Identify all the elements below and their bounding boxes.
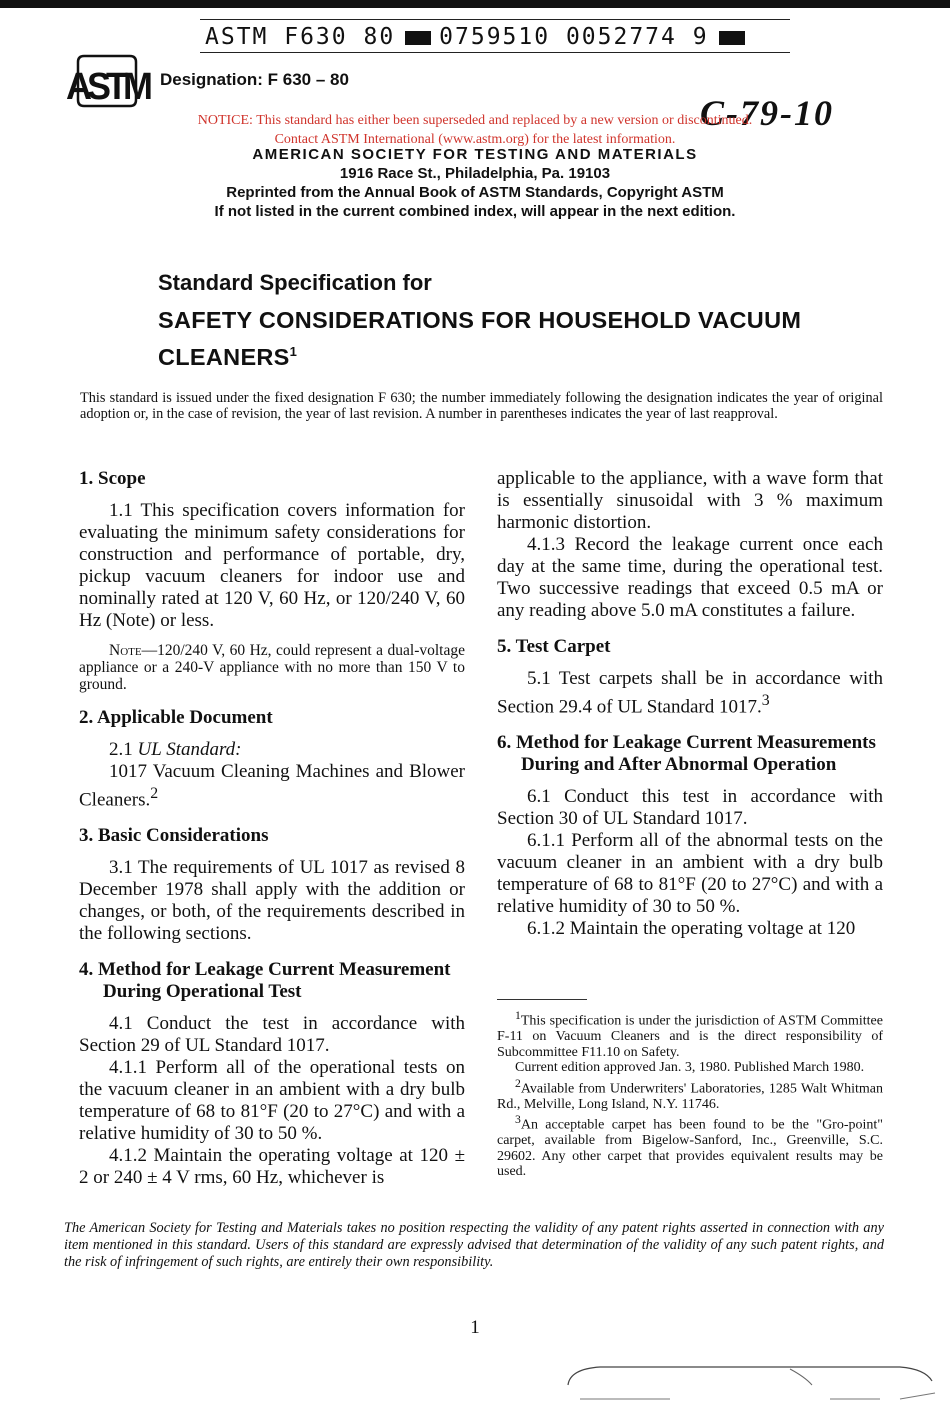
header-rule-top <box>200 19 790 20</box>
section-4-1: 4.1 Conduct the test in accordance with Section 29 of UL Standard 1017. <box>79 1013 465 1057</box>
patent-disclaimer: The American Society for Testing and Materials takes no position respecting the validity of any patent rights asserted in connection with any item mentioned in this standard. Users of this standard are expressly advised that determination of the validity of any such patent rights, and the risk of infringement of such rights, are entirely their own responsibility. <box>64 1220 884 1270</box>
section-4-1-1: 4.1.1 Perform all of the operational tests on the vacuum cleaner in an ambient with a dry bulb temperature of 68 to 81°F (20 to 27°C) and with a relative humidity of 30 to 50 %. <box>79 1057 465 1145</box>
reference-text: 1017 Vacuum Cleaning Machines and Blower Cleaners. <box>79 761 465 811</box>
code-left: ASTM F630 80 <box>205 24 396 50</box>
designation: Designation: F 630 – 80 <box>160 70 349 89</box>
section-6-heading: 6. Method for Leakage Current Measurements During and After Abnormal Operation <box>497 732 876 776</box>
footnote-1 <box>497 1008 883 1060</box>
astm-logo <box>66 52 148 110</box>
footnote-2-mark: 2 <box>515 1076 521 1090</box>
section-4-heading: 4. Method for Leakage Current Measurement During Operational Test <box>79 959 451 1003</box>
footnote-rule <box>497 999 587 1000</box>
footnote-1-text: This specification is under the jurisdiction of ASTM Committee F-11 on Vacuum Cleaners and is the direct responsibility of Subcommittee F11.10 on Safety. <box>497 1013 883 1060</box>
notice-line-2: Contact ASTM International (www.astm.org) for the latest information. <box>274 132 676 147</box>
note-text: —120/240 V, 60 Hz, could represent a dual-voltage appliance or a 240-V appliance with no more than 150 V to ground. <box>79 642 465 693</box>
section-2-heading: 2. Applicable Document <box>79 707 273 728</box>
notice-line-1: NOTICE: This standard has either been superseded and replaced by a new version or discontinued. <box>197 113 753 128</box>
title-prefix: Standard Specification for <box>158 270 432 295</box>
index-note: If not listed in the current combined index, will appear in the next edition. <box>214 203 736 220</box>
footnote-ref-3: 3 <box>761 692 770 709</box>
note-label: Note <box>109 642 142 659</box>
section-6-1-1: 6.1.1 Perform all of the abnormal tests on the vacuum cleaner in an ambient with a dry bulb temperature of 68 to 81°F (20 to 27°C) and with a relative humidity of 30 to 50 %. <box>497 830 883 918</box>
footnote-3-mark: 3 <box>515 1113 521 1127</box>
standard-issue-note: This standard is issued under the fixed designation F 630; the number immediately following the designation indicates the year of original adoption or, in the case of revision, the year of last revision. A number in parentheses indicates the year of last reapproval. <box>80 390 883 422</box>
society-block <box>0 145 950 221</box>
footnote-1-mark: 1 <box>515 1009 521 1022</box>
section-2-1-num: 2.1 <box>109 739 133 760</box>
section-4-1-2-continued: applicable to the appliance, with a wave form that is essentially sinusoidal with 3 % maximum harmonic distortion. <box>497 468 883 533</box>
footnote-ref-2: 2 <box>150 785 159 802</box>
footnote-2 <box>497 1076 883 1113</box>
section-1-heading: 1. Scope <box>79 468 146 489</box>
header-rule-bottom <box>200 52 790 53</box>
section-6-1-2: 6.1.2 Maintain the operating voltage at 120 <box>527 918 856 940</box>
section-3-1: 3.1 The requirements of UL 1017 as revised 8 December 1978 shall apply with the addition or changes, or both, of the requirements described in the following sections. <box>79 857 465 945</box>
page-number: 1 <box>470 1317 480 1338</box>
supersession-notice <box>0 111 950 149</box>
redaction-block-2 <box>719 31 745 45</box>
section-2-1 <box>79 739 465 761</box>
section-5-heading: 5. Test Carpet <box>497 636 611 657</box>
note <box>79 642 465 693</box>
svg-text:ASTM: ASTM <box>66 65 148 108</box>
section-4-1-3: 4.1.3 Record the leakage current once each day at the same time, during the operational test. Two successive readings that exceed 0.5 mA or any reading above 5.0 mA constitutes a failure. <box>497 534 883 621</box>
document-code-header <box>205 24 753 50</box>
footnote-3-text: An acceptable carpet has been found to be the "Gro-point" carpet, available from Bigelow-Sanford, Inc., Greenville, S.C. 29602. Any other carpet that provides equivalent results may be used. <box>497 1117 883 1180</box>
section-2-1-reference <box>79 761 465 811</box>
left-column <box>79 468 465 1189</box>
redaction-block <box>405 31 431 45</box>
section-2-1-title: UL Standard: <box>137 739 242 760</box>
top-scan-bar <box>0 0 950 8</box>
society-name: AMERICAN SOCIETY FOR TESTING AND MATERIALS <box>252 146 698 163</box>
section-5-1 <box>497 668 883 718</box>
section-1-1: 1.1 This specification covers information for evaluating the minimum safety considerations for construction and performance of portable, dry, pickup vacuum cleaners for indoor use and nominally rated at 120 V, 60 Hz, or 120/240 V, 60 Hz (Note) or less. <box>79 500 465 631</box>
section-5-1-text: 5.1 Test carpets shall be in accordance with Section 29.4 of UL Standard 1017. <box>497 668 883 718</box>
footnote-3 <box>497 1112 883 1180</box>
title-block <box>158 270 858 373</box>
reprint-line: Reprinted from the Annual Book of ASTM Standards, Copyright ASTM <box>226 184 724 201</box>
section-4-1-2: 4.1.2 Maintain the operating voltage at 120 ± 2 or 240 ± 4 V rms, 60 Hz, whichever is <box>79 1145 465 1189</box>
document-title <box>158 304 858 373</box>
section-6-1: 6.1 Conduct this test in accordance with Section 30 of UL Standard 1017. <box>497 786 883 830</box>
scan-artifact-marks <box>560 1355 940 1403</box>
footnote-1b: Current edition approved Jan. 3, 1980. Published March 1980. <box>515 1060 865 1076</box>
title-footnote-mark: 1 <box>289 344 298 359</box>
code-right: 0759510 0052774 9 <box>439 24 709 50</box>
footnotes <box>497 999 883 1180</box>
section-3-heading: 3. Basic Considerations <box>79 825 269 847</box>
footnote-2-text: Available from Underwriters' Laboratories, 1285 Walt Whitman Rd., Melville, Long Island, N.Y. 11746. <box>497 1081 883 1112</box>
handwritten-note: C-79-10 <box>700 93 834 133</box>
right-column <box>497 468 883 940</box>
society-address: 1916 Race St., Philadelphia, Pa. 19103 <box>339 165 611 182</box>
title-main: SAFETY CONSIDERATIONS FOR HOUSEHOLD VACUUM CLEANERS <box>158 307 802 370</box>
